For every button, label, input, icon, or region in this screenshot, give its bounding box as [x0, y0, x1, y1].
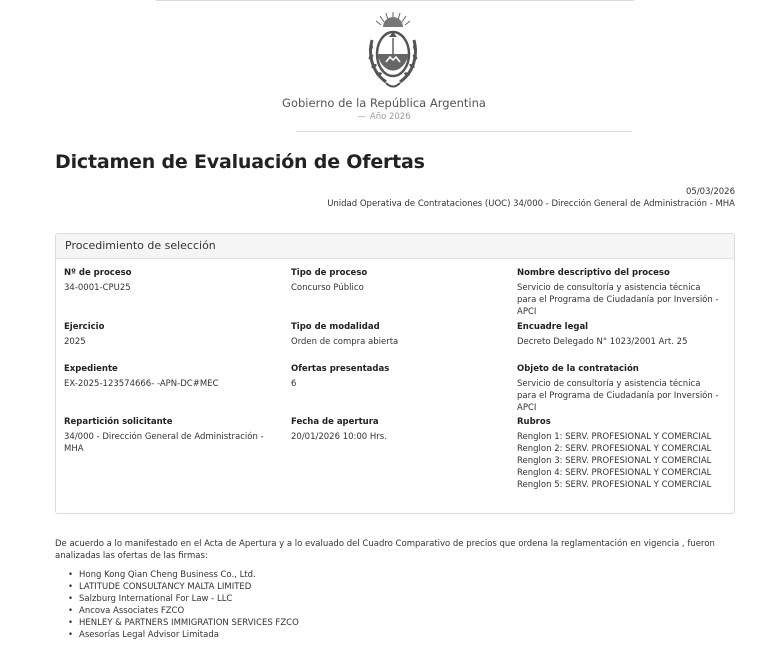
bullet: • — [68, 630, 74, 640]
bullet: • — [68, 570, 74, 580]
list-item — [68, 569, 299, 581]
firm-name: Salzburg International For Law - LLC — [79, 594, 233, 604]
firm-name: Asesorías Legal Advisor Limitada — [79, 630, 219, 640]
list-item — [68, 617, 299, 629]
field-value: Servicio de consultoría y asistencia técnica para el Programa de Ciudadanía por Inversión - APCI — [517, 379, 719, 413]
field-ofertas-presentadas — [291, 363, 506, 390]
bullet: • — [68, 606, 74, 616]
field-numero-proceso — [64, 267, 279, 294]
field-label: Encuadre legal — [517, 322, 589, 332]
field-label: Nº de proceso — [64, 268, 132, 278]
field-value: 20/01/2026 10:00 Hrs. — [291, 432, 387, 442]
field-nombre-descriptivo — [517, 267, 722, 318]
firm-name: Hong Kong Qian Cheng Business Co., Ltd. — [79, 570, 256, 580]
field-encuadre-legal — [517, 321, 722, 348]
page-title: Dictamen de Evaluación de Ofertas — [55, 151, 425, 173]
field-value: 2025 — [64, 337, 86, 347]
field-label: Fecha de apertura — [291, 417, 379, 427]
field-objeto-contratacion — [517, 363, 722, 414]
field-value: Decreto Delegado N° 1023/2001 Art. 25 — [517, 337, 688, 347]
list-item — [68, 593, 299, 605]
field-tipo-modalidad — [291, 321, 506, 348]
selection-procedure-panel — [55, 233, 735, 514]
field-value: Orden de compra abierta — [291, 337, 399, 347]
year-dash: — — [357, 112, 366, 122]
field-value: 6 — [291, 379, 297, 389]
firm-name: HENLEY & PARTNERS IMMIGRATION SERVICES FZCO — [79, 618, 299, 628]
bullet: • — [68, 582, 74, 592]
field-fecha-apertura — [291, 416, 506, 443]
field-rubros — [517, 416, 722, 491]
field-value: 34-0001-CPU25 — [64, 283, 131, 293]
year-label: Año 2026 — [369, 112, 411, 122]
firms-list — [68, 569, 299, 641]
document-date: 05/03/2026 — [686, 187, 735, 197]
year-tagline — [0, 112, 768, 122]
field-label: Rubros — [517, 417, 551, 427]
rubro-item: Renglon 3: SERV. PROFESIONAL Y COMERCIAL — [517, 456, 712, 466]
field-expediente — [64, 363, 279, 390]
top-divider — [156, 0, 634, 1]
list-item — [68, 581, 299, 593]
field-ejercicio — [64, 321, 279, 348]
list-item — [68, 605, 299, 617]
header-divider — [296, 131, 632, 132]
panel-title: Procedimiento de selección — [56, 234, 734, 259]
firm-name: LATITUDE CONSULTANCY MALTA LIMITED — [79, 582, 252, 592]
field-label: Expediente — [64, 364, 118, 374]
field-label: Ofertas presentadas — [291, 364, 390, 374]
bullet: • — [68, 594, 74, 604]
government-name: Gobierno de la República Argentina — [282, 96, 486, 110]
rubro-item: Renglon 2: SERV. PROFESIONAL Y COMERCIAL — [517, 444, 712, 454]
field-value: 34/000 - Dirección General de Administración - MHA — [64, 432, 264, 454]
rubro-item: Renglon 5: SERV. PROFESIONAL Y COMERCIAL — [517, 480, 712, 490]
rubro-item: Renglon 1: SERV. PROFESIONAL Y COMERCIAL — [517, 432, 712, 442]
field-label: Tipo de modalidad — [291, 322, 380, 332]
field-label: Objeto de la contratación — [517, 364, 639, 374]
field-label: Nombre descriptivo del proceso — [517, 268, 670, 278]
field-label: Ejercicio — [64, 322, 105, 332]
rubro-item: Renglon 4: SERV. PROFESIONAL Y COMERCIAL — [517, 468, 712, 478]
field-value: Concurso Público — [291, 283, 364, 293]
field-value: Servicio de consultoría y asistencia técnica para el Programa de Ciudadanía por Inversión - APCI — [517, 283, 719, 317]
rubros-list — [517, 431, 722, 491]
field-value: EX-2025-123574666- -APN-DC#MEC — [64, 379, 219, 389]
field-label: Repartición solicitante — [64, 417, 173, 427]
contracting-unit: Unidad Operativa de Contrataciones (UOC) 34/000 - Dirección General de Administración - MHA — [327, 199, 735, 209]
intro-paragraph: De acuerdo a lo manifestado en el Acta de Apertura y a lo evaluado del Cuadro Comparativo de precios que ordena la reglamentación en vigencia , fueron analizadas las ofertas de las firmas: — [55, 539, 715, 561]
field-tipo-proceso — [291, 267, 506, 294]
firm-name: Ancova Associates FZCO — [79, 606, 185, 616]
bullet: • — [68, 618, 74, 628]
coat-of-arms-icon — [364, 10, 422, 94]
field-reparticion-solicitante — [64, 416, 279, 455]
field-label: Tipo de proceso — [291, 268, 368, 278]
list-item — [68, 629, 299, 641]
